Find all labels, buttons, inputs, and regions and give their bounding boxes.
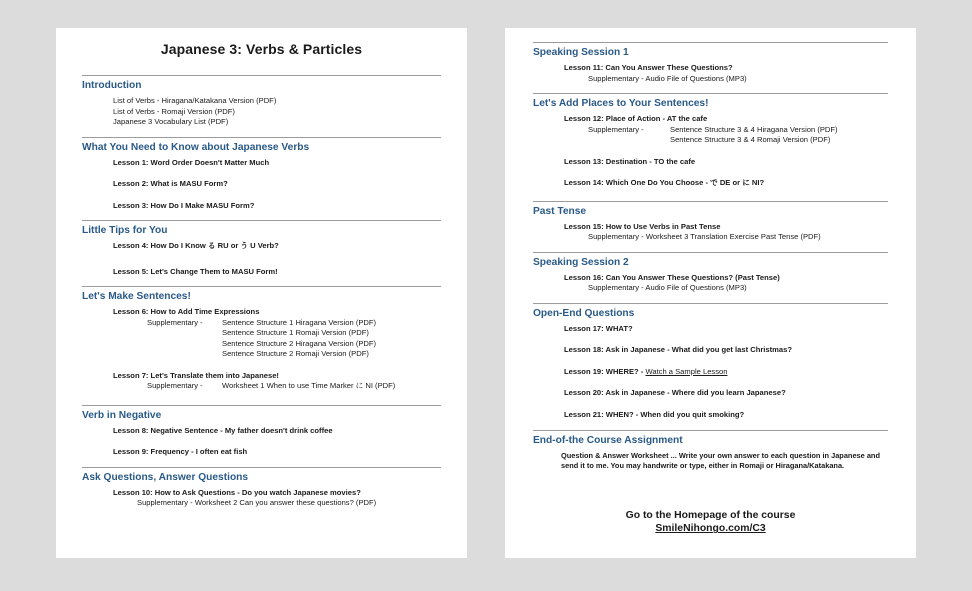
lesson-13-link[interactable]: Lesson 13: Destination - TO the cafe <box>564 156 696 166</box>
lesson-15-link[interactable]: Lesson 15: How to Use Verbs in Past Tense <box>564 221 721 231</box>
supp-worksheet-2[interactable]: Supplementary - Worksheet 2 Can you answer these questions? (PDF) <box>137 498 377 507</box>
intro-link-verbs-romaji[interactable]: List of Verbs - Romaji Version (PDF) <box>113 106 235 116</box>
section-negative <box>82 405 441 467</box>
lesson-18-link[interactable]: Lesson 18: Ask in Japanese - What did you get last Christmas? <box>564 345 793 354</box>
section-sentences <box>82 286 441 405</box>
lesson-21-link[interactable]: Lesson 21: WHEN? - When did you quit smoking? <box>564 409 745 419</box>
lesson-1-link[interactable]: Lesson 1: Word Order Doesn't Matter Much <box>113 157 270 167</box>
section-past-tense <box>533 201 888 252</box>
homepage-caption: Go to the Homepage of the course <box>625 510 796 522</box>
lesson-2-link[interactable]: Lesson 2: What is MASU Form? <box>113 179 228 188</box>
section-questions <box>82 467 441 509</box>
lesson-5-link[interactable]: Lesson 5: Let's Change Them to MASU Form! <box>113 266 278 276</box>
supp-structure-1-romaji[interactable]: Sentence Structure 1 Romaji Version (PDF) <box>222 328 369 337</box>
homepage-url-link[interactable]: SmileNihongo.com/C3 <box>655 523 766 535</box>
section-heading: Speaking Session 2 <box>533 256 629 268</box>
lesson-17-link[interactable]: Lesson 17: WHAT? <box>564 323 633 333</box>
lesson-9-link[interactable]: Lesson 9: Frequency - I often eat fish <box>113 447 248 456</box>
supplementary-label: Supplementary - <box>147 317 203 327</box>
section-heading: Ask Questions, Answer Questions <box>82 471 249 483</box>
supplementary-label: Supplementary - <box>588 124 644 134</box>
supp-structure-2-hiragana[interactable]: Sentence Structure 2 Hiragana Version (PDF) <box>222 338 377 348</box>
section-heading: Speaking Session 1 <box>533 47 629 58</box>
lesson-16-link[interactable]: Lesson 16: Can You Answer These Questions? (Past Tense) <box>564 272 780 282</box>
supp-structure-1-hiragana[interactable]: Sentence Structure 1 Hiragana Version (PDF) <box>222 317 377 327</box>
section-heading: Verb in Negative <box>82 409 162 421</box>
supplementary-label: Supplementary - <box>147 381 203 390</box>
course-footer <box>533 509 888 535</box>
lesson-4-link[interactable]: Lesson 4: How Do I Know る RU or う U Verb? <box>113 241 279 250</box>
intro-link-vocabulary[interactable]: Japanese 3 Vocabulary List (PDF) <box>113 117 229 126</box>
supp-structure-3-4-romaji[interactable]: Sentence Structure 3 & 4 Romaji Version (PDF) <box>670 135 831 144</box>
section-introduction <box>82 75 441 137</box>
section-heading: End-of-the Course Assignment <box>533 435 683 446</box>
supp-structure-3-4-hiragana[interactable]: Sentence Structure 3 & 4 Hiragana Version (PDF) <box>670 124 838 134</box>
supp-worksheet-1[interactable]: Worksheet 1 When to use Time Marker に NI (PDF) <box>222 381 396 390</box>
lesson-20-link[interactable]: Lesson 20: Ask in Japanese - Where did you learn Japanese? <box>564 388 786 397</box>
section-places <box>533 93 888 201</box>
section-heading: What You Need to Know about Japanese Verbs <box>82 141 310 153</box>
intro-link-verbs-hiragana[interactable]: List of Verbs - Hiragana/Katakana Version (PDF) <box>113 96 277 105</box>
section-verbs <box>82 137 441 221</box>
supp-audio-questions-past[interactable]: Supplementary - Audio File of Questions (MP3) <box>588 283 747 292</box>
lesson-11-link[interactable]: Lesson 11: Can You Answer These Questions? <box>564 63 733 72</box>
supp-structure-2-romaji[interactable]: Sentence Structure 2 Romaji Version (PDF) <box>222 349 369 358</box>
lesson-3-link[interactable]: Lesson 3: How Do I Make MASU Form? <box>113 200 255 210</box>
section-heading: Let's Add Places to Your Sentences! <box>533 98 709 109</box>
lesson-19-label: Lesson 19: WHERE? - <box>564 366 646 376</box>
section-heading: Let's Make Sentences! <box>82 291 191 302</box>
right-page <box>505 28 916 558</box>
lesson-10-link[interactable]: Lesson 10: How to Ask Questions - Do you watch Japanese movies? <box>113 487 361 497</box>
document-title: Japanese 3: Verbs & Particles <box>160 41 363 57</box>
assignment-text[interactable]: Question & Answer Worksheet ... Write your own answer to each question in Japanese and send it to me. You may handwrite or type, either in Romaji or Hiragana/Katakana. <box>561 451 880 471</box>
section-heading: Little Tips for You <box>82 225 168 236</box>
lesson-19-link[interactable] <box>533 367 888 378</box>
supp-worksheet-3[interactable]: Supplementary - Worksheet 3 Translation Exercise Past Tense (PDF) <box>588 232 821 241</box>
section-assignment <box>533 430 888 471</box>
sample-lesson-link[interactable]: Watch a Sample Lesson <box>645 366 728 376</box>
section-tips <box>82 220 441 286</box>
left-page <box>56 28 467 558</box>
lesson-12-link[interactable]: Lesson 12: Place of Action - AT the cafe <box>564 114 708 123</box>
section-heading: Introduction <box>82 80 142 91</box>
lesson-6-link[interactable]: Lesson 6: How to Add Time Expressions <box>113 307 260 316</box>
supp-audio-questions[interactable]: Supplementary - Audio File of Questions (MP3) <box>588 73 747 83</box>
lesson-14-link[interactable]: Lesson 14: Which One Do You Choose - で DE or に NI? <box>564 178 765 187</box>
section-heading: Open-End Questions <box>533 307 635 319</box>
section-heading: Past Tense <box>533 205 587 217</box>
section-speaking-2 <box>533 252 888 303</box>
lesson-7-link[interactable]: Lesson 7: Let's Translate them into Japanese! <box>113 370 279 380</box>
lesson-8-link[interactable]: Lesson 8: Negative Sentence - My father doesn't drink coffee <box>113 425 333 435</box>
section-open-end <box>533 303 888 431</box>
section-speaking-1 <box>533 42 888 93</box>
